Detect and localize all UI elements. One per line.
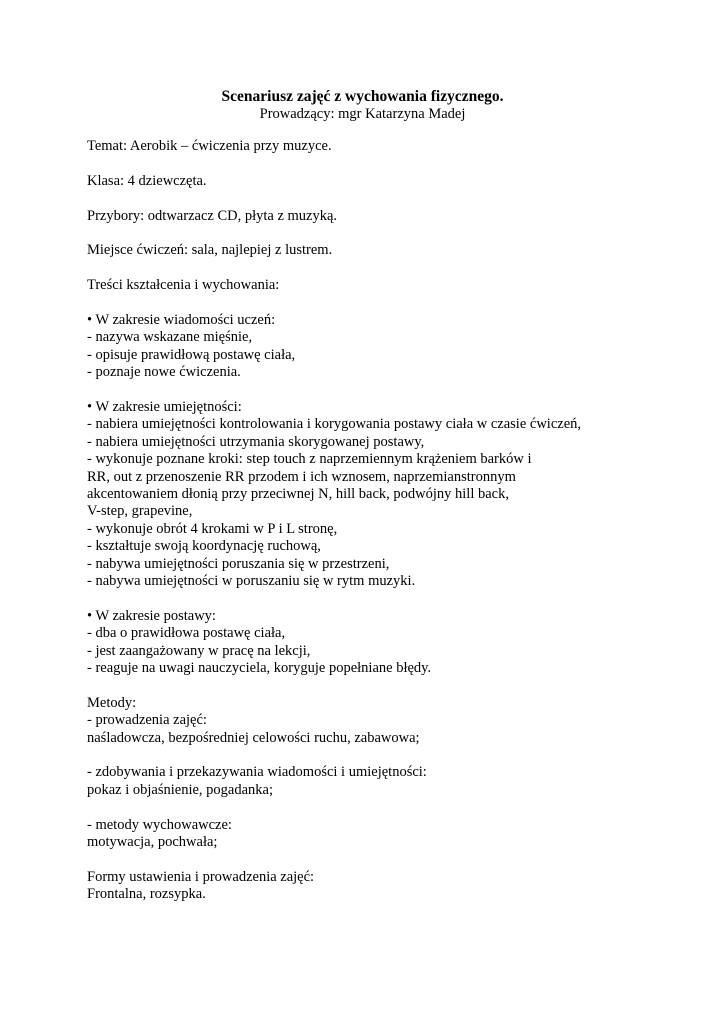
list-item: akcentowaniem dłonią przy przeciwnej N, hill back, podwójny hill back, xyxy=(87,486,509,503)
methods-conducting-label: - prowadzenia zajęć: xyxy=(87,712,207,729)
location-line: Miejsce ćwiczeń: sala, najlepiej z lustrem. xyxy=(87,242,333,259)
list-item: - nabiera umiejętności utrzymania skorygowanej postawy, xyxy=(87,433,425,450)
list-item: RR, out z przenoszenie RR przodem i ich wznosem, naprzemianstronnym xyxy=(87,468,516,485)
list-item: - nabywa umiejętności poruszania się w przestrzeni, xyxy=(87,555,390,572)
list-item: - opisuje prawidłową postawę ciała, xyxy=(87,346,296,363)
equipment-line: Przybory: odtwarzacz CD, płyta z muzyką. xyxy=(87,207,338,224)
methods-educational-label: - metody wychowawcze: xyxy=(87,816,232,833)
class-line: Klasa: 4 dziewczęta. xyxy=(87,172,207,189)
topic-line: Temat: Aerobik – ćwiczenia przy muzyce. xyxy=(87,138,332,154)
forms-value: Frontalna, rozsypka. xyxy=(87,886,206,903)
attitude-heading: • W zakresie postawy: xyxy=(87,607,216,624)
document-body xyxy=(87,138,687,904)
list-item: - poznaje nowe ćwiczenia. xyxy=(87,364,241,381)
skills-heading: • W zakresie umiejętności: xyxy=(87,399,242,415)
forms-section xyxy=(87,869,687,904)
list-item: - wykonuje poznane kroki: step touch z naprzemiennym krążeniem barków i xyxy=(87,451,532,468)
methods-educational-value: motywacja, pochwała; xyxy=(87,834,218,851)
list-item: - nazywa wskazane mięśnie, xyxy=(87,329,253,346)
list-item: - dba o prawidłowa postawę ciała, xyxy=(87,625,286,642)
list-item: - kształtuje swoją koordynację ruchową, xyxy=(87,538,321,555)
list-item: - jest zaangażowany w pracę na lekcji, xyxy=(87,642,311,659)
skills-section xyxy=(87,399,687,590)
document-subtitle: Prowadzący: mgr Katarzyna Madej xyxy=(259,106,466,122)
list-item: V-step, grapevine, xyxy=(87,503,193,520)
content-heading: Treści kształcenia i wychowania: xyxy=(87,277,280,294)
methods-knowledge-label: - zdobywania i przekazywania wiadomości i umiejętności: xyxy=(87,764,427,781)
list-item: - reaguje na uwagi nauczyciela, koryguje popełniane błędy. xyxy=(87,660,432,677)
list-item: - wykonuje obrót 4 krokami w P i L stronę, xyxy=(87,520,338,537)
forms-heading: Formy ustawienia i prowadzenia zajęć: xyxy=(87,868,315,885)
methods-heading: Metody: xyxy=(87,694,137,711)
document-title: Scenariusz zajęć z wychowania fizycznego. xyxy=(221,88,504,105)
methods-conducting-value: naśladowcza, bezpośredniej celowości ruchu, zabawowa; xyxy=(87,729,420,746)
knowledge-heading: • W zakresie wiadomości uczeń: xyxy=(87,311,276,328)
list-item: - nabywa umiejętności w poruszaniu się w rytm muzyki. xyxy=(87,573,416,590)
attitude-section xyxy=(87,608,687,678)
list-item: - nabiera umiejętności kontrolowania i korygowania postawy ciała w czasie ćwiczeń, xyxy=(87,416,582,433)
methods-section xyxy=(87,695,687,852)
methods-knowledge-value: pokaz i objaśnienie, pogadanka; xyxy=(87,781,274,798)
knowledge-section xyxy=(87,312,687,382)
